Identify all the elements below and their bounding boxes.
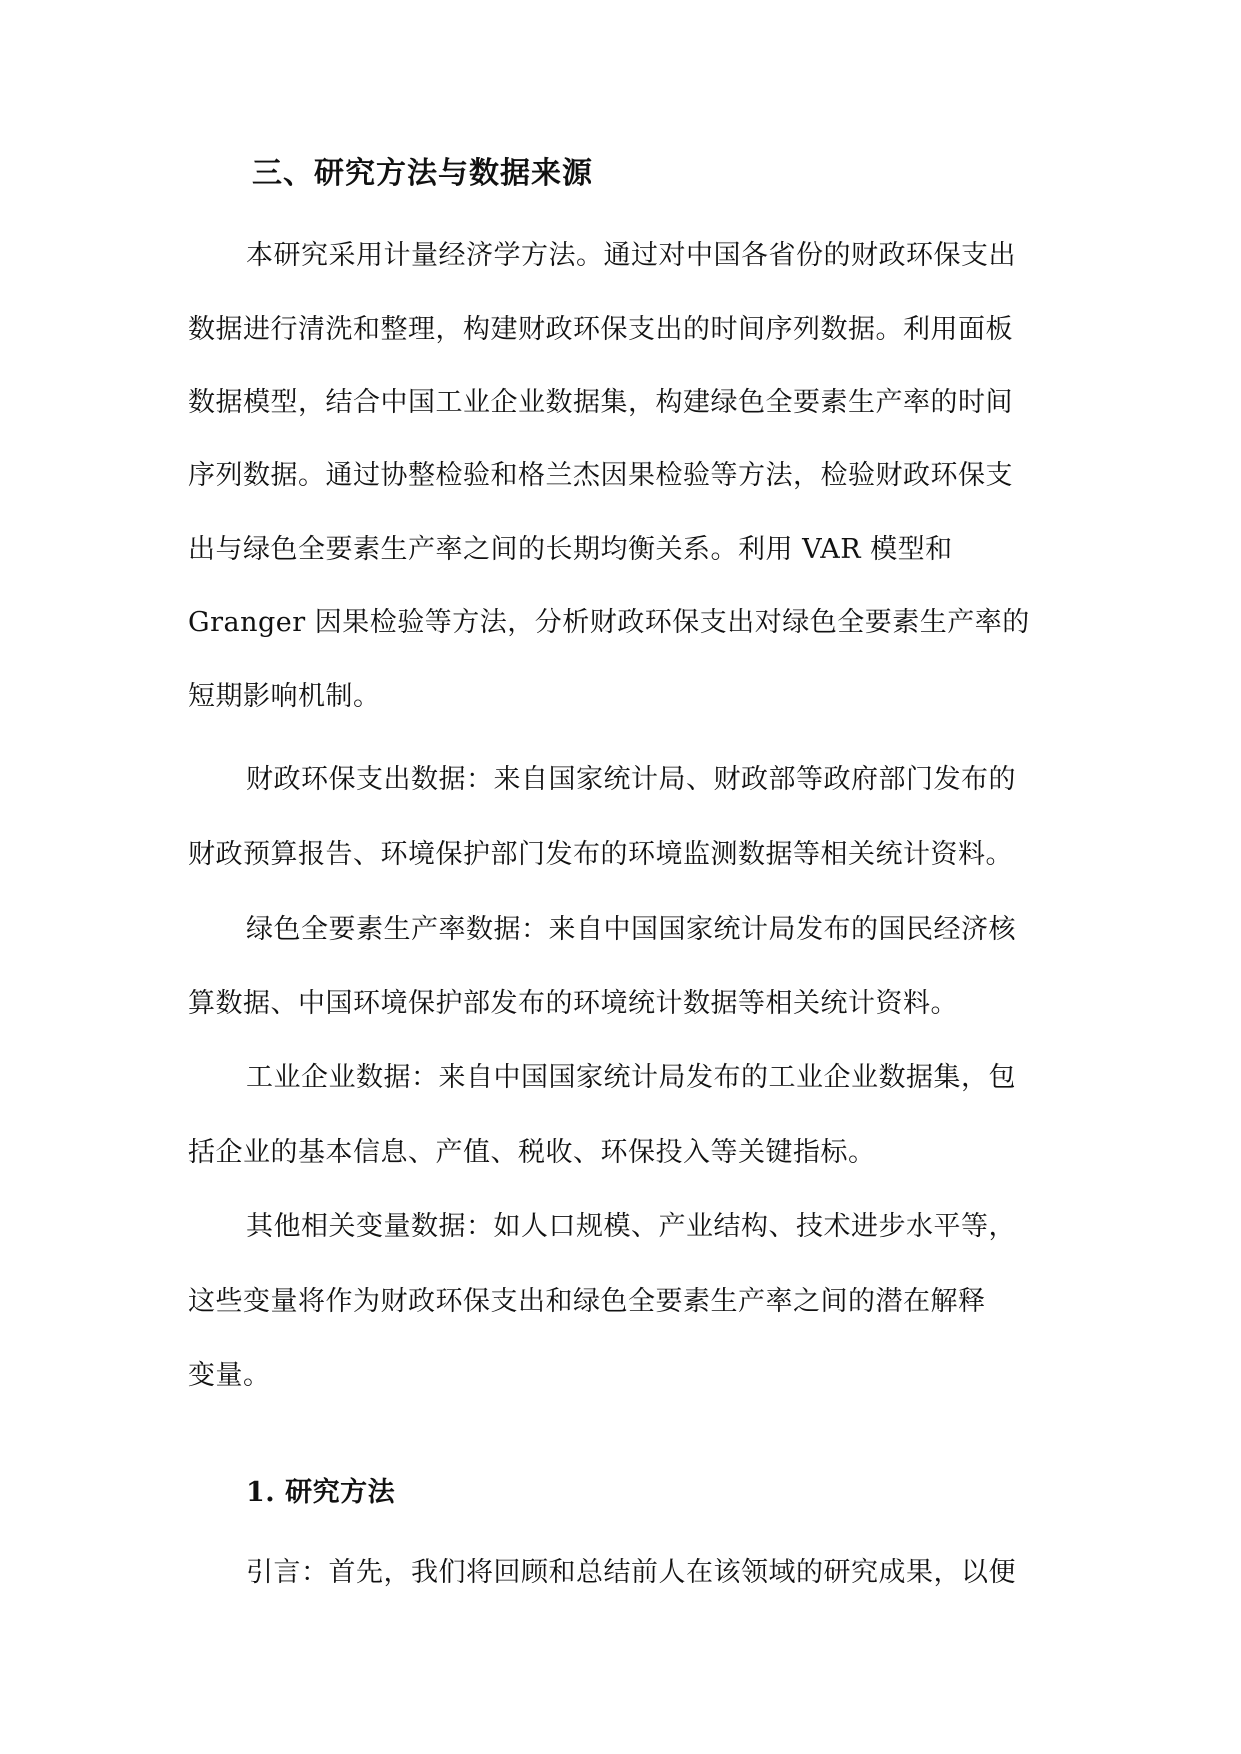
paragraph-line: 数据进行清洗和整理，构建财政环保支出的时间序列数据。利用面板 bbox=[188, 314, 1013, 345]
section-title: 三、研究方法与数据来源 bbox=[252, 156, 593, 191]
paragraph-line: 这些变量将作为财政环保支出和绿色全要素生产率之间的潜在解释 bbox=[188, 1286, 986, 1317]
paragraph-line: 财政环保支出数据：来自国家统计局、财政部等政府部门发布的 bbox=[246, 764, 1016, 795]
paragraph-line: 本研究采用计量经济学方法。通过对中国各省份的财政环保支出 bbox=[246, 240, 1016, 271]
paragraph-line: 数据模型，结合中国工业企业数据集，构建绿色全要素生产率的时间 bbox=[188, 387, 1013, 418]
paragraph-line: 变量。 bbox=[188, 1360, 271, 1391]
paragraph-line: 财政预算报告、环境保护部门发布的环境监测数据等相关统计资料。 bbox=[188, 839, 1013, 870]
paragraph-line: 其他相关变量数据：如人口规模、产业结构、技术进步水平等， bbox=[246, 1211, 1016, 1242]
paragraph-line: 算数据、中国环境保护部发布的环境统计数据等相关统计资料。 bbox=[188, 988, 958, 1019]
paragraph-line: 工业企业数据：来自中国国家统计局发布的工业企业数据集，包 bbox=[246, 1062, 1016, 1093]
paragraph-line: Granger 因果检验等方法，分析财政环保支出对绿色全要素生产率的 bbox=[188, 607, 1030, 638]
paragraph-line: 括企业的基本信息、产值、税收、环保投入等关键指标。 bbox=[188, 1137, 876, 1168]
paragraph-line: 绿色全要素生产率数据：来自中国国家统计局发布的国民经济核 bbox=[246, 914, 1016, 945]
paragraph-line: 序列数据。通过协整检验和格兰杰因果检验等方法，检验财政环保支 bbox=[188, 460, 1013, 491]
paragraph-line: 出与绿色全要素生产率之间的长期均衡关系。利用 VAR 模型和 bbox=[188, 534, 953, 565]
paragraph-line: 引言：首先，我们将回顾和总结前人在该领域的研究成果，以便 bbox=[246, 1557, 1016, 1588]
subsection-title: 1. 研究方法 bbox=[246, 1477, 396, 1508]
paragraph-line: 短期影响机制。 bbox=[188, 681, 381, 712]
